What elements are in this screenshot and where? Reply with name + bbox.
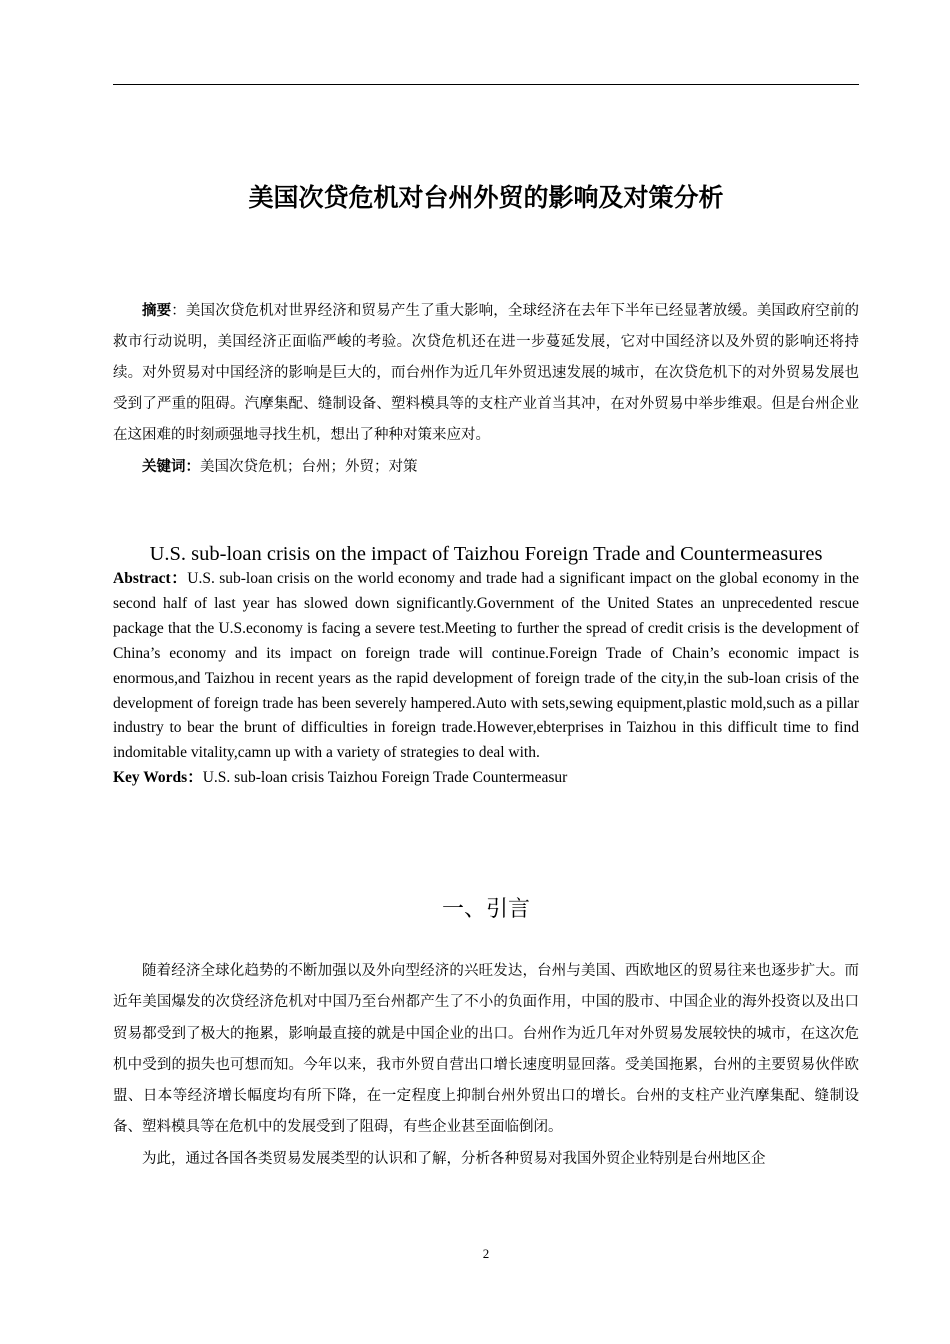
english-abstract-section: [113, 567, 859, 791]
header-rule: [113, 84, 859, 85]
english-keywords: [113, 766, 859, 791]
keywords-cn-text: 美国次贷危机；台州；外贸；对策: [200, 459, 418, 475]
body-paragraph: 随着经济全球化趋势的不断加强以及外向型经济的兴旺发达，台州与美国、西欧地区的贸易往来也逐步扩大。而近年美国爆发的次贷经济危机对中国乃至台州都产生了不小的负面作用，中国的股市、中国企业的海外投资以及出口贸易都受到了极大的拖累，影响最直接的就是中国企业的出口。台州作为近几年对外贸易发展较快的城市，在这次危机中受到的损失也可想而知。今年以来，我市外贸自营出口增长速度明显回落。受美国拖累，台州的主要贸易伙伴欧盟、日本等经济增长幅度均有所下降，在一定程度上抑制台州外贸出口的增长。台州的支柱产业汽摩集配、缝制设备、塑料模具等在危机中的发展受到了阻碍，有些企业甚至面临倒闭。: [113, 963, 859, 1136]
abstract-en-text: U.S. sub-loan crisis on the world economy and trade had a significant impact on the global economy in the second half of last year has slowed down significantly.Government of the United States an unprecedented rescue package that the U.S.economy is facing a severe test.Meeting to further the spread of credit crisis is the development of China’s economy and its impact on foreign trade will continue.Foreign Trade of Chain’s economic impact is enormous,and Taizhou in recent years as the rapid development of foreign trade of the city,in the sub-loan crisis of the development of foreign trade has been severely hampered.Auto with sets,sewing equipment,plastic mold,such as a pillar industry to bear the brunt of difficulties in foreign trade.However,ebterprises in Taizhou in this difficult time to find indomitable vitality,camn up with a variety of strategies to deal with.: [113, 570, 859, 762]
document-title: 美国次贷危机对台州外贸的影响及对策分析: [248, 183, 724, 212]
body-paragraph: 为此，通过各国各类贸易发展类型的认识和了解，分析各种贸易对我国外贸企业特别是台州地区企: [142, 1150, 766, 1167]
page-number: 2: [482, 1246, 490, 1261]
abstract-en-label: Abstract: [113, 570, 171, 587]
section-heading-introduction: 一、引言: [441, 897, 530, 922]
abstract-cn-label: 摘要: [142, 302, 172, 319]
english-title: U.S. sub-loan crisis on the impact of Taizhou Foreign Trade and Countermeasures: [149, 543, 823, 565]
chinese-keywords: [113, 451, 859, 483]
keywords-en-label: Key Words: [113, 769, 188, 787]
keywords-en-separator: ：: [187, 769, 203, 787]
introduction-body: [113, 956, 859, 1175]
keywords-cn-label: 关键词：: [142, 458, 200, 475]
english-abstract: [113, 567, 859, 766]
abstract-en-separator: ：: [170, 570, 188, 587]
chinese-abstract: [113, 295, 859, 451]
abstract-cn-text: 美国次贷危机对世界经济和贸易产生了重大影响，全球经济在去年下半年已经显著放缓。美国政府空前的救市行动说明，美国经济正面临严峻的考验。次贷危机还在进一步蔓延发展，它对中国经济以及外贸的影响还将持续。对外贸易对中国经济的影响是巨大的，而台州作为近几年外贸迅速发展的城市，在次贷危机下的对外贸易发展也受到了严重的阻碍。汽摩集配、缝制设备、塑料模具等的支柱产业首当其冲，在对外贸易中举步维艰。但是台州企业在这困难的时刻顽强地寻找生机，想出了种种对策来应对。: [113, 303, 860, 443]
keywords-en-text: U.S. sub-loan crisis Taizhou Foreign Trade Countermeasur: [202, 769, 568, 787]
chinese-abstract-section: [113, 295, 859, 483]
abstract-cn-separator: ：: [171, 303, 186, 319]
